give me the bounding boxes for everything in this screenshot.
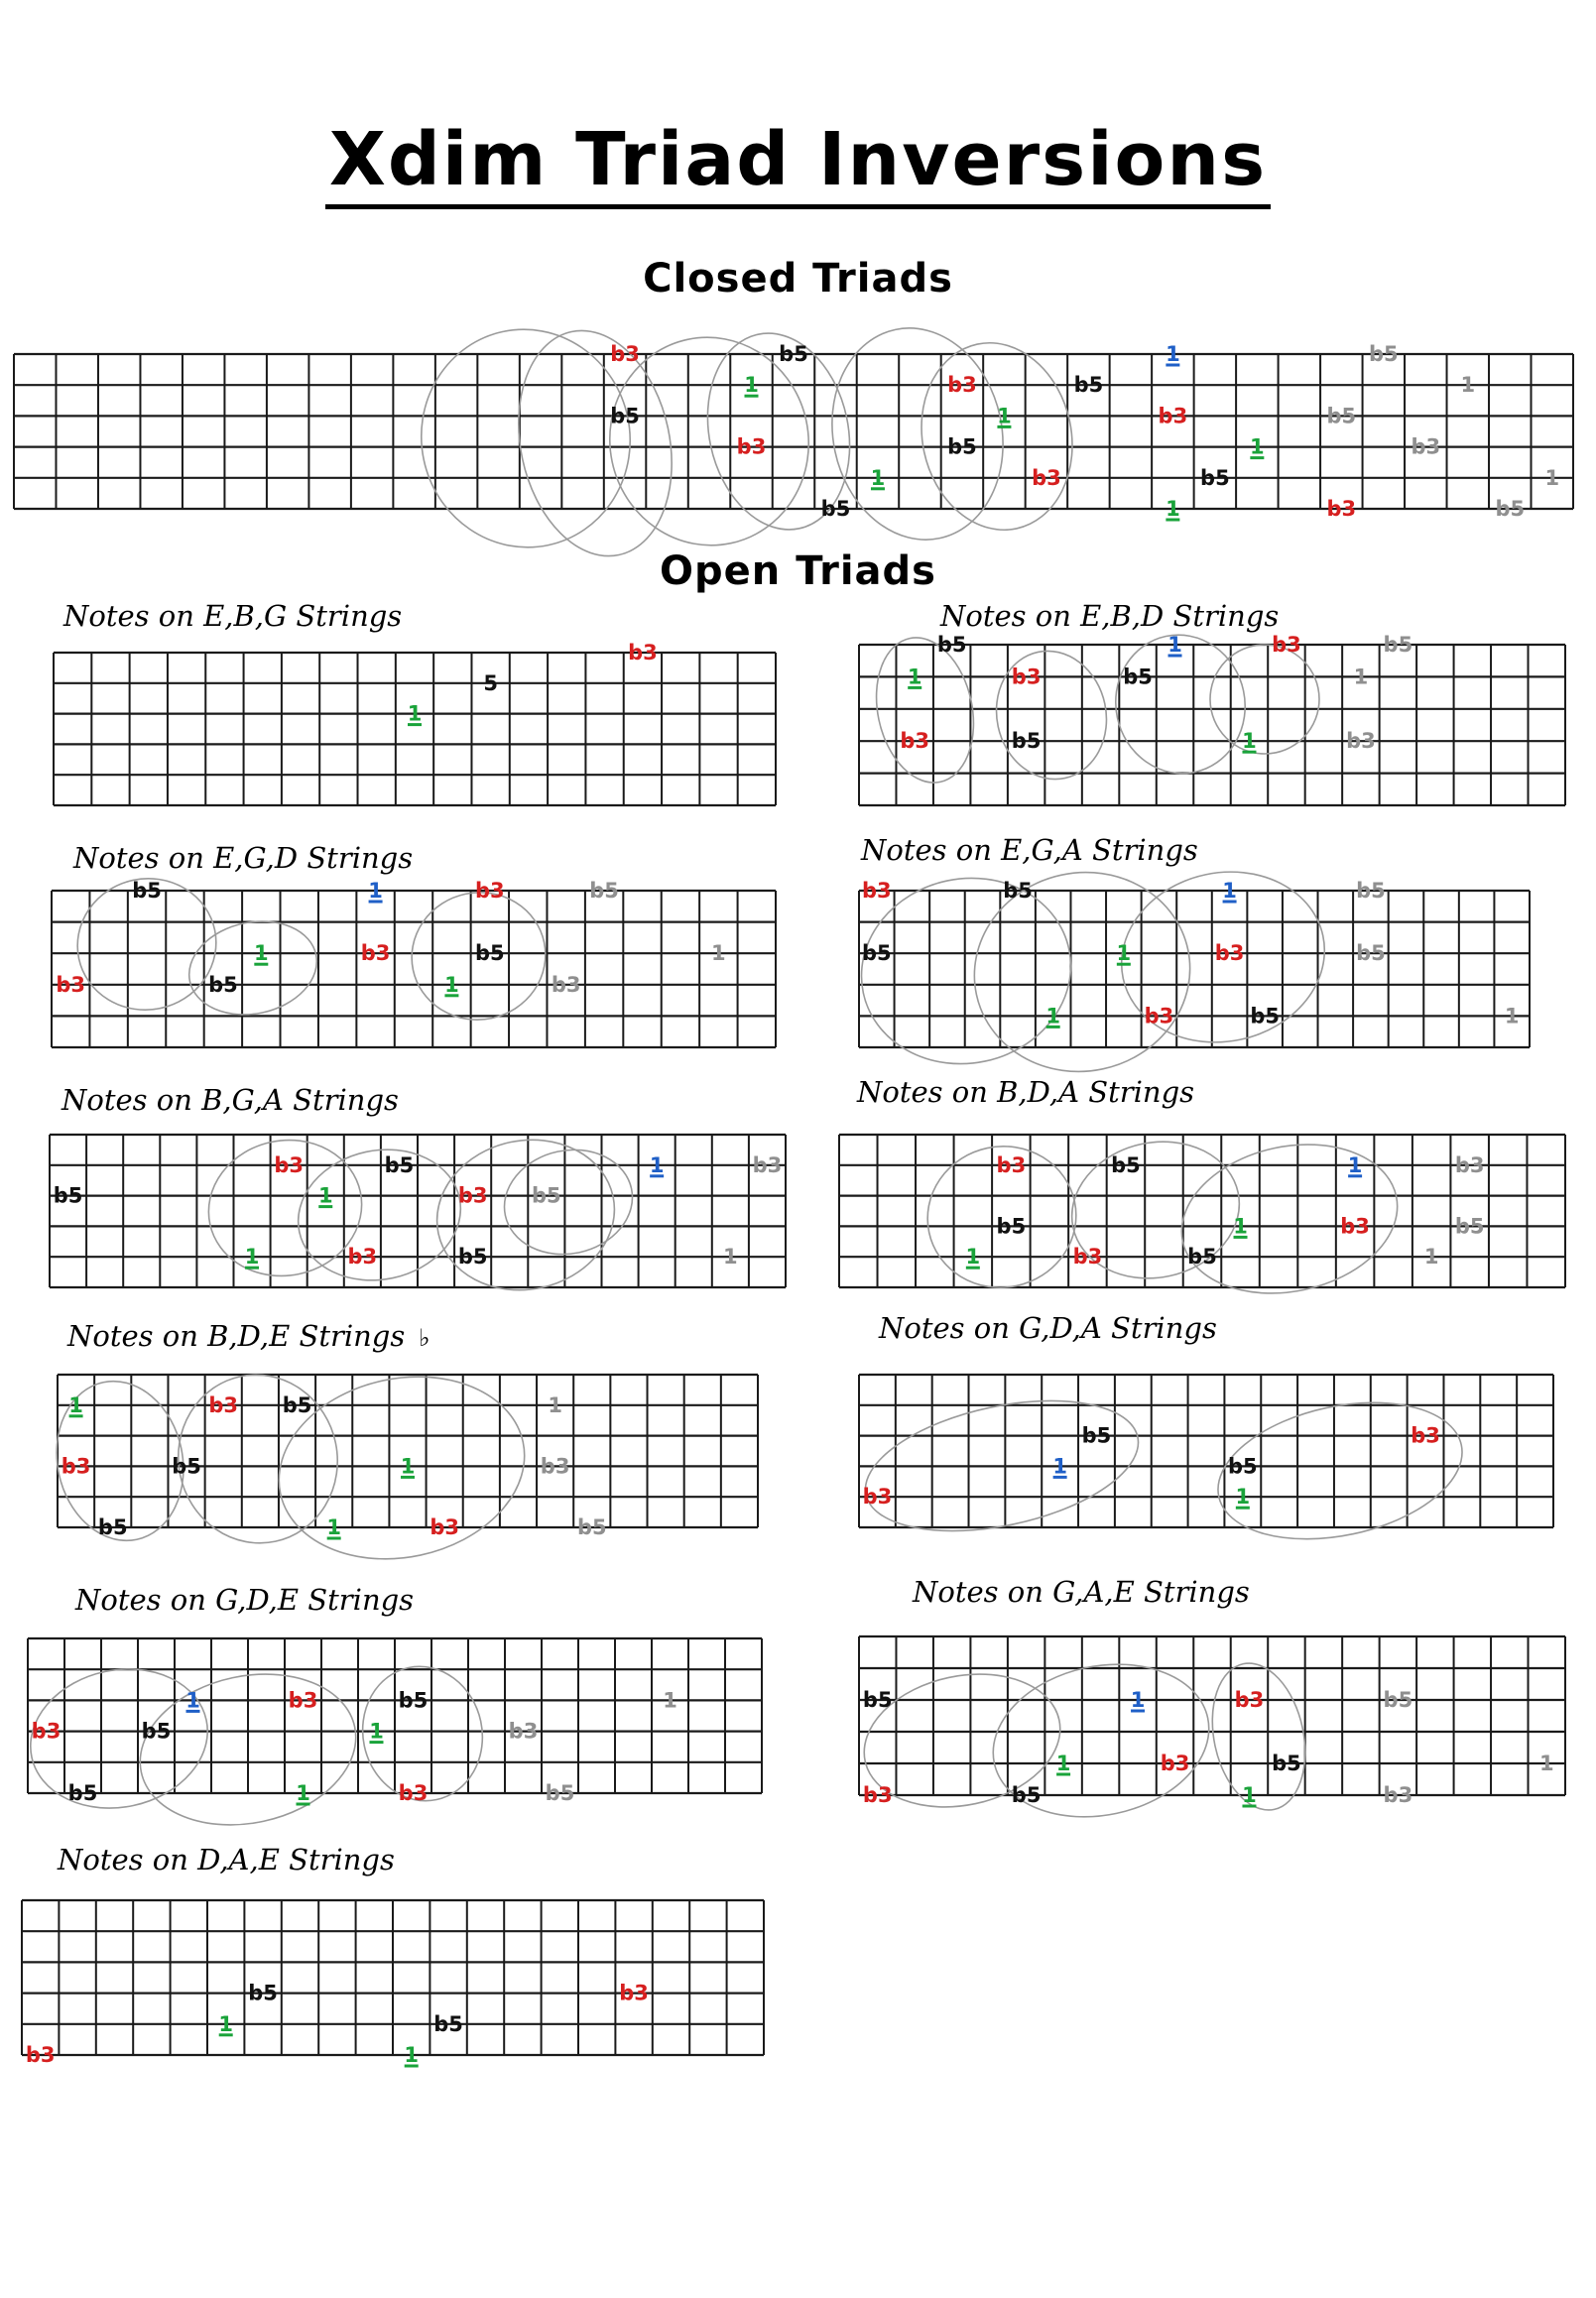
note-b3: b3 (31, 1719, 61, 1744)
note-1: 1 (1423, 1245, 1439, 1270)
note-1: 1 (1460, 373, 1476, 398)
fretboard-ega (844, 853, 1530, 1092)
fretboard-gae (852, 1636, 1565, 1836)
inversion-loop (181, 909, 325, 1026)
note-b3: b3 (1326, 497, 1357, 521)
note-1: 1 (185, 1688, 200, 1713)
label-bga: Notes on B,G,A Strings (61, 1083, 399, 1117)
note-b5: b5 (779, 342, 808, 366)
note-b5: b5 (248, 1981, 278, 2005)
note-1: 1 (1166, 342, 1180, 366)
note-b5: b5 (282, 1392, 312, 1417)
note-1: 1 (254, 941, 269, 966)
note-1: 1 (663, 1688, 677, 1713)
fretboard-bda (839, 1126, 1565, 1313)
note-1: 1 (1242, 1783, 1257, 1807)
note-b5: b5 (457, 1245, 488, 1270)
note-b5: b5 (1011, 1783, 1042, 1807)
note-b5: b5 (1111, 1152, 1141, 1177)
label-ebg: Notes on E,B,G Strings (63, 599, 403, 633)
inversion-loop (864, 629, 987, 792)
note-1: 1 (1250, 434, 1265, 459)
note-b3: b3 (1411, 1423, 1440, 1448)
label-ebd: Notes on E,B,D Strings (940, 599, 1280, 633)
note-b5: b5 (132, 879, 162, 903)
note-b3: b3 (430, 1515, 459, 1539)
note-b5: b5 (67, 1781, 98, 1805)
note-b5: b5 (1011, 729, 1042, 754)
note-b5: b5 (545, 1781, 575, 1805)
note-b5: b5 (1272, 1752, 1301, 1775)
note-1: 1 (1544, 465, 1560, 490)
note-b3: b3 (347, 1245, 378, 1270)
label-gae: Notes on G,A,E Strings (913, 1575, 1250, 1609)
note-1: 1 (244, 1245, 260, 1270)
note-b3: b3 (208, 1392, 239, 1417)
note-b3: b3 (1346, 729, 1376, 754)
note-b3: b3 (1272, 633, 1301, 657)
note-b5: b5 (384, 1152, 415, 1177)
note-1: 1 (326, 1515, 341, 1539)
note-1: 1 (1233, 1214, 1248, 1239)
note-b3: b3 (288, 1688, 318, 1713)
note-b5: b5 (208, 972, 238, 997)
note-b5: b5 (862, 1688, 893, 1712)
note-b3: b3 (61, 1454, 91, 1479)
open-triads-heading: Open Triads (660, 548, 936, 594)
stray-flat-mark: ♭ (419, 1324, 430, 1352)
note-b5: b5 (172, 1454, 201, 1479)
note-b5: b5 (1383, 633, 1413, 657)
closed-triads-heading: Closed Triads (643, 256, 953, 302)
note-b5: b5 (1200, 465, 1230, 490)
note-b5: b5 (1326, 404, 1357, 428)
note-1: 1 (218, 2011, 234, 2036)
inversion-loop (286, 1135, 472, 1294)
note-1: 1 (1235, 1485, 1251, 1510)
fretboard-bga (50, 1124, 786, 1306)
inversion-loop (495, 1139, 643, 1267)
label-gda: Notes on G,D,A Strings (879, 1311, 1217, 1345)
note-5: 5 (483, 670, 498, 695)
note-b5: b5 (1073, 373, 1104, 398)
note-1: 1 (369, 1719, 384, 1744)
note-b3: b3 (1340, 1214, 1370, 1239)
note-b3: b3 (610, 342, 640, 366)
fretboard-dae (22, 1900, 764, 2067)
fretboard-ebd (859, 623, 1565, 805)
note-1: 1 (907, 665, 922, 689)
note-b5: b5 (1368, 342, 1399, 366)
note-1: 1 (711, 941, 726, 966)
note-1: 1 (404, 2043, 420, 2067)
note-b5: b5 (1123, 665, 1153, 689)
note-b3: b3 (861, 879, 892, 903)
note-b3: b3 (1158, 404, 1188, 428)
note-b3: b3 (1234, 1688, 1265, 1712)
note-b3: b3 (900, 729, 930, 754)
note-b3: b3 (360, 941, 391, 966)
note-1: 1 (1242, 729, 1257, 754)
note-1: 1 (1353, 665, 1369, 689)
note-1: 1 (1052, 1454, 1067, 1479)
note-1: 1 (444, 972, 459, 997)
note-1: 1 (744, 373, 759, 398)
note-b5: b5 (1356, 879, 1386, 903)
note-b3: b3 (862, 1485, 893, 1510)
note-1: 1 (649, 1152, 665, 1177)
note-b3: b3 (752, 1152, 783, 1177)
note-b5: b5 (996, 1214, 1027, 1239)
note-b3: b3 (551, 972, 581, 997)
note-b5: b5 (1003, 879, 1033, 903)
note-b5: b5 (97, 1515, 128, 1539)
inversion-loop (985, 641, 1119, 789)
note-b3: b3 (508, 1719, 539, 1744)
note-1: 1 (1347, 1152, 1363, 1177)
note-b5: b5 (433, 2011, 463, 2036)
note-1: 1 (407, 701, 423, 726)
note-b3: b3 (947, 373, 977, 398)
note-b5: b5 (576, 1515, 607, 1539)
note-b3: b3 (1011, 665, 1042, 689)
note-b3: b3 (862, 1783, 893, 1807)
label-dae: Notes on D,A,E Strings (58, 1843, 395, 1876)
note-b5: b5 (947, 434, 977, 459)
note-b3: b3 (1383, 1783, 1413, 1807)
note-1: 1 (368, 879, 383, 903)
note-1: 1 (965, 1245, 981, 1270)
note-1: 1 (1045, 1004, 1060, 1028)
note-b5: b5 (589, 879, 619, 903)
note-1: 1 (68, 1392, 83, 1417)
note-b3: b3 (56, 972, 86, 997)
note-b5: b5 (475, 941, 505, 966)
note-b3: b3 (540, 1454, 570, 1479)
fretboard-bde (43, 1355, 758, 1581)
note-b5: b5 (1454, 1214, 1485, 1239)
note-b3: b3 (1454, 1152, 1485, 1177)
note-1: 1 (997, 404, 1012, 428)
note-b3: b3 (628, 641, 658, 665)
inversion-loop (979, 1645, 1223, 1836)
note-1: 1 (1167, 633, 1182, 657)
note-1: 1 (1116, 941, 1132, 966)
fretboard-gda (854, 1375, 1553, 1560)
note-b5: b5 (1356, 941, 1386, 966)
label-bda: Notes on B,D,A Strings (857, 1075, 1195, 1109)
note-1: 1 (1538, 1752, 1554, 1775)
note-1: 1 (317, 1183, 333, 1208)
note-b5: b5 (1187, 1245, 1217, 1270)
note-b5: b5 (1228, 1454, 1258, 1479)
note-b3: b3 (1072, 1245, 1103, 1270)
fretboard-gde (18, 1638, 762, 1844)
note-b3: b3 (1214, 941, 1245, 966)
note-b5: b5 (532, 1183, 561, 1208)
note-b5: b5 (53, 1183, 83, 1208)
note-1: 1 (1504, 1004, 1520, 1028)
note-b3: b3 (1032, 465, 1061, 490)
note-b3: b3 (996, 1152, 1027, 1177)
note-b3: b3 (736, 434, 767, 459)
note-b3: b3 (1144, 1004, 1174, 1028)
note-1: 1 (1130, 1688, 1146, 1712)
note-b5: b5 (1250, 1004, 1280, 1028)
note-b3: b3 (1411, 434, 1441, 459)
inversion-loop (1200, 635, 1329, 764)
note-b5: b5 (936, 633, 967, 657)
note-b3: b3 (25, 2043, 56, 2067)
note-b5: b5 (141, 1719, 172, 1744)
note-b5: b5 (861, 941, 892, 966)
fretboard-ebg (54, 641, 776, 805)
note-1: 1 (296, 1781, 310, 1805)
label-ega: Notes on E,G,A Strings (861, 833, 1198, 867)
page-title: Xdim Triad Inversions (0, 117, 1596, 202)
note-b5: b5 (820, 497, 851, 521)
note-b5: b5 (1495, 497, 1526, 521)
note-1: 1 (548, 1392, 562, 1417)
label-egd: Notes on E,G,D Strings (73, 841, 414, 875)
note-b5: b5 (398, 1688, 429, 1713)
note-1: 1 (1055, 1752, 1071, 1775)
note-1: 1 (870, 465, 886, 490)
fretboard-egd (52, 866, 776, 1047)
note-b3: b3 (475, 879, 505, 903)
note-b3: b3 (457, 1183, 488, 1208)
note-1: 1 (1166, 497, 1180, 521)
note-b3: b3 (1160, 1752, 1190, 1775)
note-b5: b5 (610, 404, 640, 428)
inversion-loop (905, 328, 1089, 544)
note-b5: b5 (1383, 1688, 1413, 1712)
fretboard-closed (14, 310, 1573, 571)
note-b3: b3 (398, 1781, 429, 1805)
note-1: 1 (400, 1454, 416, 1479)
note-1: 1 (723, 1245, 738, 1270)
note-b5: b5 (1081, 1423, 1112, 1448)
label-gde: Notes on G,D,E Strings (75, 1583, 415, 1617)
label-bde: Notes on B,D,E Strings ♭ (67, 1319, 430, 1353)
note-b3: b3 (274, 1152, 304, 1177)
note-1: 1 (1222, 879, 1237, 903)
note-b3: b3 (619, 1981, 649, 2005)
